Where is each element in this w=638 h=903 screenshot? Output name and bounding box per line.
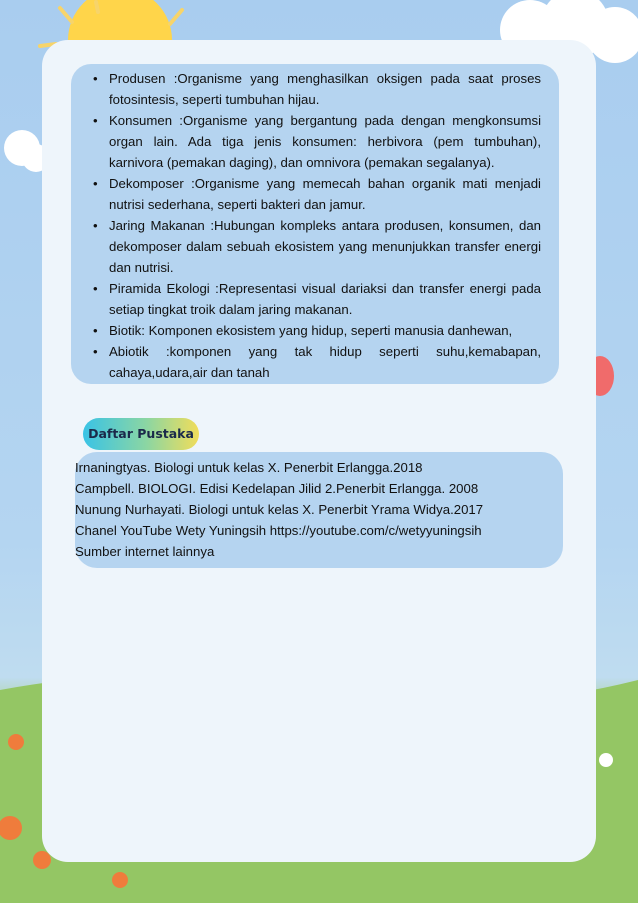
list-item: • Abiotik :komponen yang tak hidup seperti suhu,kemabapan, cahaya,udara,air dan tanah xyxy=(109,341,541,383)
glossary-box xyxy=(71,64,559,384)
list-item: • Piramida Ekologi :Representasi visual dariaksi dan transfer energi pada setiap tingkat troik dalam jaring makanan. xyxy=(109,278,541,320)
reference-item: Campbell. BIOLOGI. Edisi Kedelapan Jilid 2.Penerbit Erlangga. 2008 xyxy=(75,481,479,496)
list-item: • Produsen :Organisme yang menghasilkan oksigen pada saat proses fotosintesis, seperti tumbuhan hijau. xyxy=(109,68,541,110)
list-item: • Biotik: Komponen ekosistem yang hidup, seperti manusia danhewan, xyxy=(109,320,541,341)
list-item: • Konsumen :Organisme yang bergantung pada dengan mengkonsumsi organ lain. Ada tiga jenis konsumen: herbivora (pem tumbuhan), karnivora (pemakan daging), dan omnivora (pemakan segalanya). xyxy=(109,110,541,173)
list-item: • Dekomposer :Organisme yang memecah bahan organik mati menjadi nutrisi sederhana, seperti bakteri dan jamur. xyxy=(109,173,541,215)
reference-item: Chanel YouTube Wety Yuningsih https://youtube.com/c/wetyyuningsih xyxy=(75,523,482,538)
list-item: • Jaring Makanan :Hubungan kompleks antara produsen, konsumen, dan dekomposer dalam sebuah ekosistem yang menunjukkan transfer energi dan nutrisi. xyxy=(109,215,541,278)
references-box xyxy=(75,452,563,568)
reference-item: Nunung Nurhayati. Biologi untuk kelas X. Penerbit Yrama Widya.2017 xyxy=(75,502,484,517)
references-title: Daftar Pustaka xyxy=(83,418,199,450)
glossary-list xyxy=(71,64,559,383)
reference-item: Irnaningtyas. Biologi untuk kelas X. Penerbit Erlangga.2018 xyxy=(75,460,423,475)
reference-item: Sumber internet lainnya xyxy=(75,544,215,559)
